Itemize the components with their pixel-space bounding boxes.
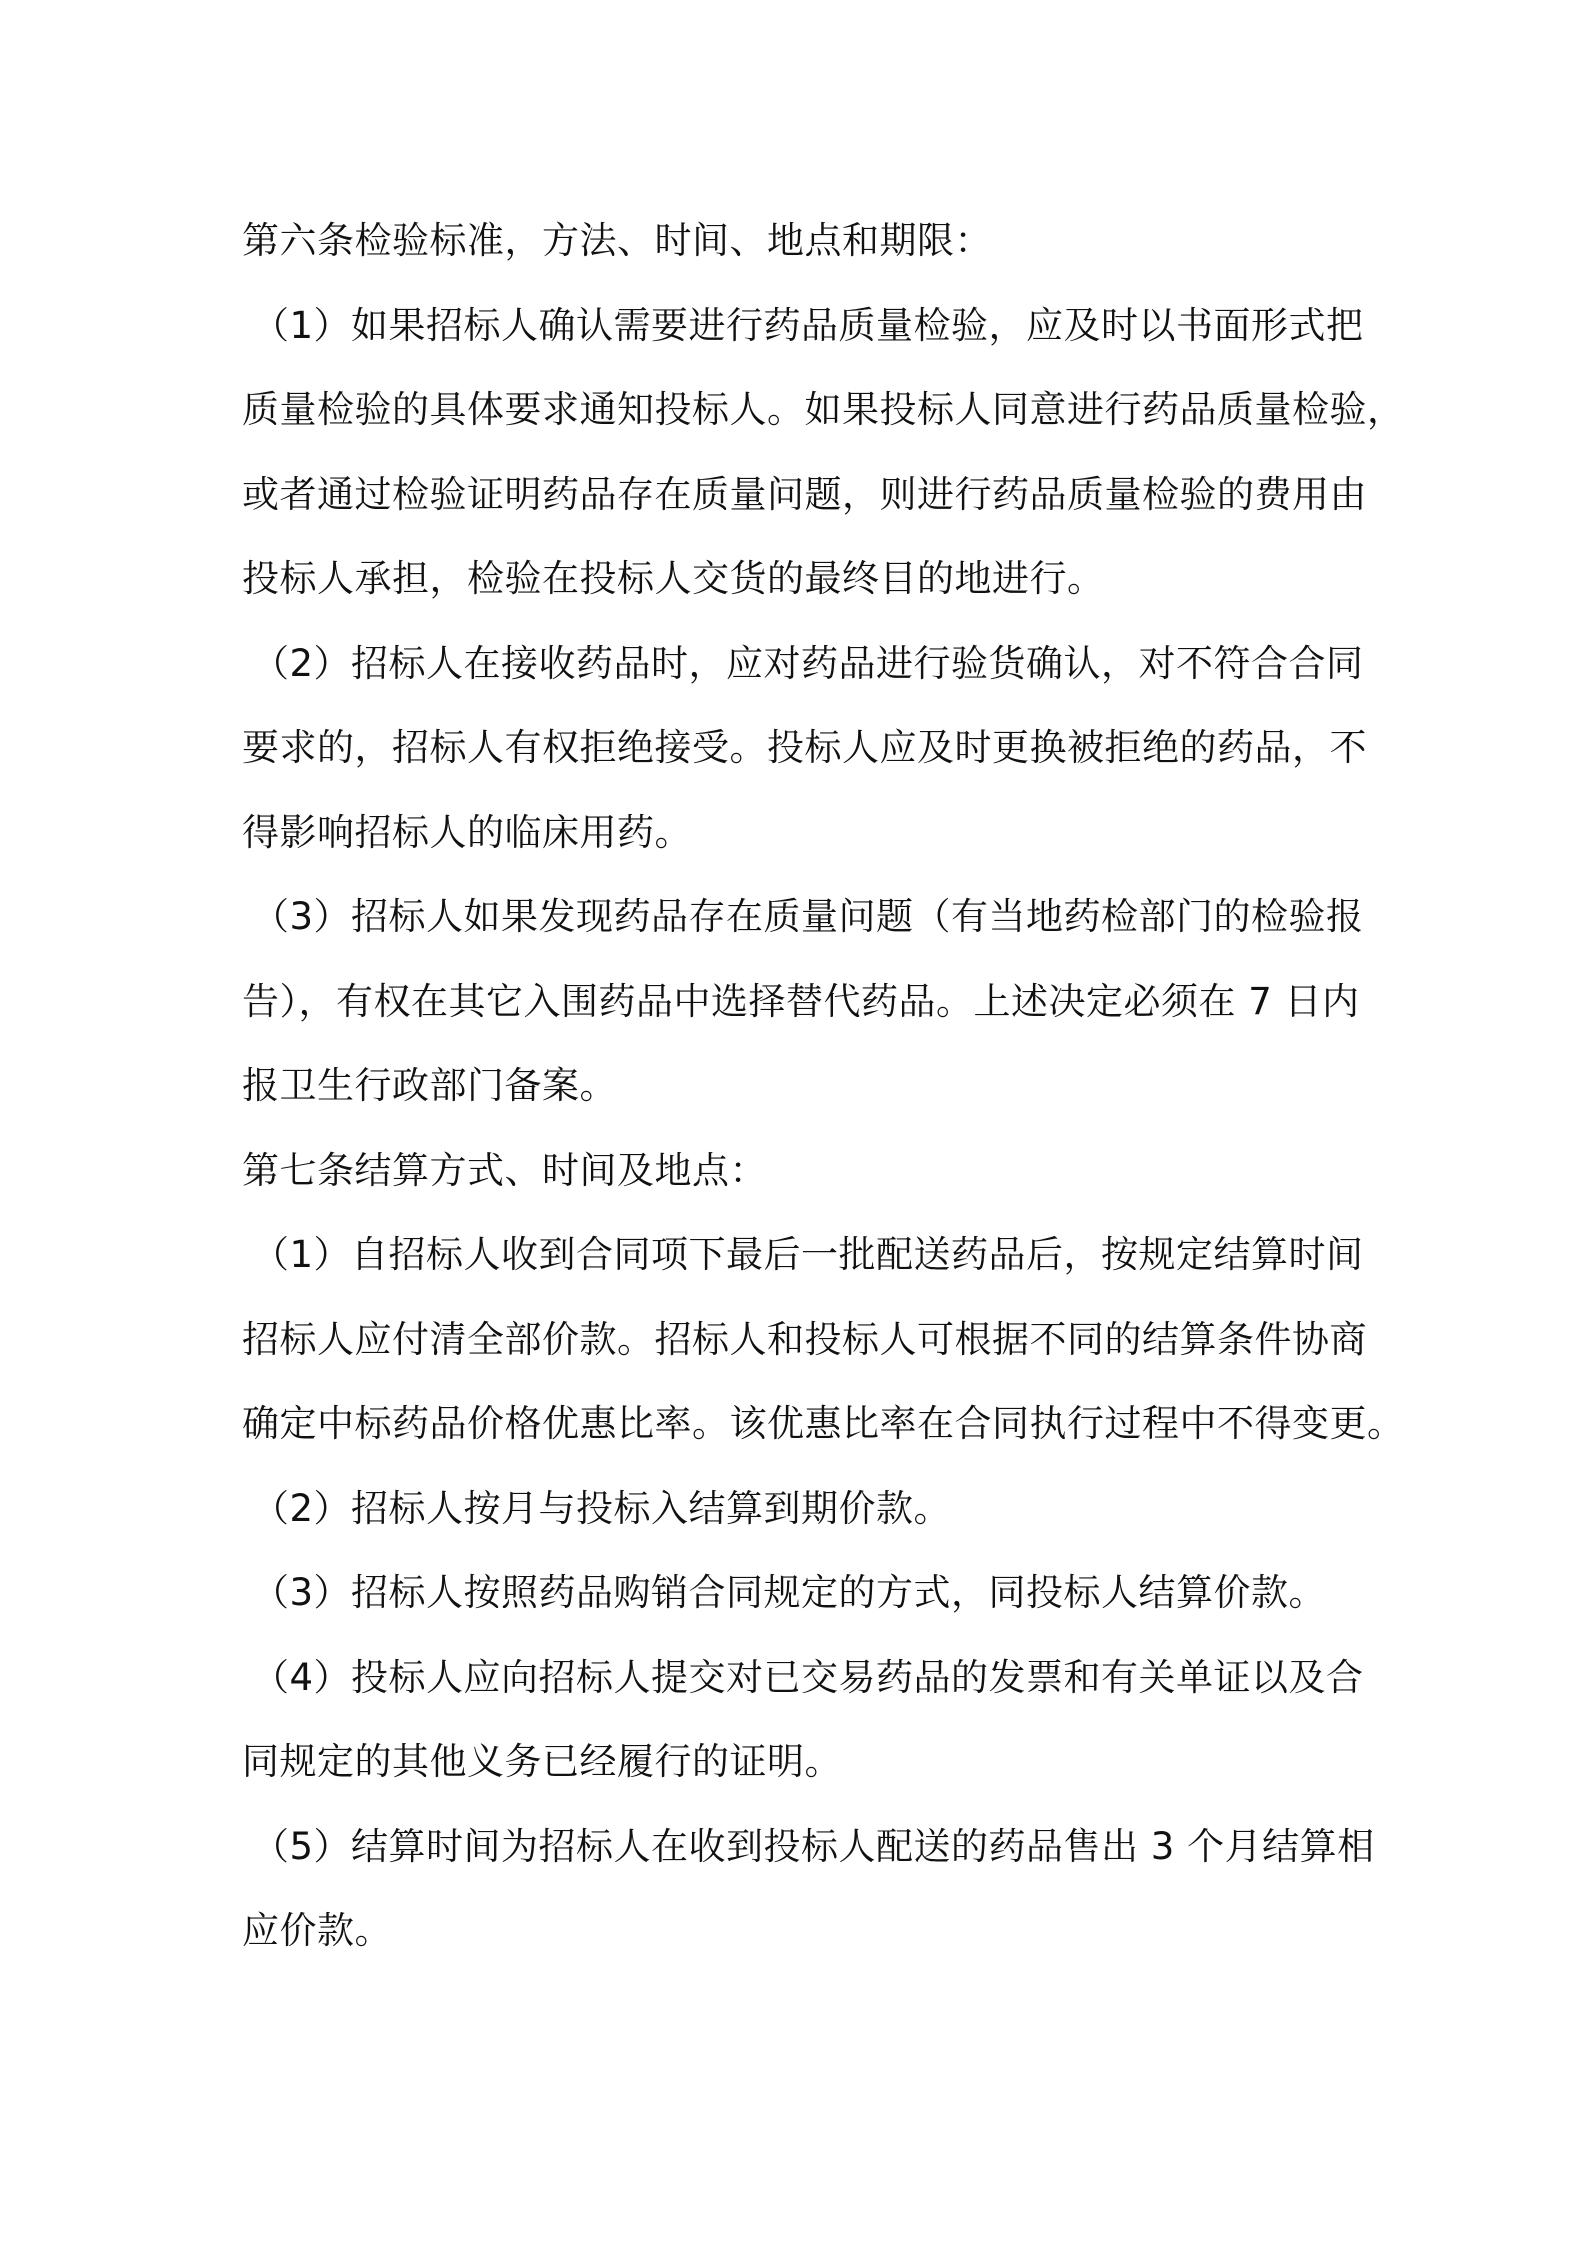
article-7-item-5-line-1: （5）结算时间为招标人在收到投标人配送的药品售出 3 个月结算相 [252, 1824, 1375, 1868]
article-6-item-1-line-2: 质量检验的具体要求通知投标人。如果投标人同意进行药品质量检验， [242, 388, 1405, 431]
article-7-item-4-line-1: （4）投标人应向招标人提交对已交易药品的发票和有关单证以及合 [252, 1655, 1364, 1699]
article-6-item-1-line-4: 投标人承担，检验在投标人交货的最终目的地进行。 [242, 557, 1105, 600]
article-6-item-1-line-3: 或者通过检验证明药品存在质量问题，则进行药品质量检验的费用由 [242, 472, 1367, 516]
article-7-item-1-line-1: （1）自招标人收到合同项下最后一批配送药品后，按规定结算时间 [252, 1233, 1364, 1276]
article-7-item-2: （2）招标人按月与投标入结算到期价款。 [252, 1486, 952, 1530]
article-6-item-3-line-3: 报卫生行政部门备案。 [242, 1064, 617, 1107]
article-7-item-1-line-3: 确定中标药品价格优惠比率。该优惠比率在合同执行过程中不得变更。 [242, 1402, 1405, 1445]
article-6-item-3-line-1: （3）招标人如果发现药品存在质量问题（有当地药检部门的检验报 [252, 895, 1364, 938]
article-7-item-4-line-2: 同规定的其他义务已经履行的证明。 [242, 1740, 842, 1783]
article-7-item-1-line-2: 招标人应付清全部价款。招标人和投标人可根据不同的结算条件协商 [242, 1317, 1367, 1361]
document-page [242, 199, 1405, 1974]
article-6-item-2-line-3: 得影响招标人的临床用药。 [242, 810, 692, 854]
article-7-item-5-line-2: 应价款。 [242, 1909, 392, 1952]
article-6-item-2-line-2: 要求的，招标人有权拒绝接受。投标人应及时更换被拒绝的药品，不 [242, 726, 1367, 769]
article-6-item-2-line-1: （2）招标人在接收药品时，应对药品进行验货确认，对不符合合同 [252, 641, 1364, 685]
article-7-item-3: （3）招标人按照药品购销合同规定的方式，同投标人结算价款。 [252, 1571, 1327, 1614]
article-6-item-3-line-2: 告），有权在其它入围药品中选择替代药品。上述决定必须在 7 日内 [242, 979, 1360, 1023]
article-6-item-1-line-1: （1）如果招标人确认需要进行药品质量检验，应及时以书面形式把 [252, 303, 1364, 347]
article-7-heading: 第七条结算方式、时间及地点： [242, 1148, 767, 1192]
article-6-heading: 第六条检验标准，方法、时间、地点和期限： [242, 219, 992, 262]
